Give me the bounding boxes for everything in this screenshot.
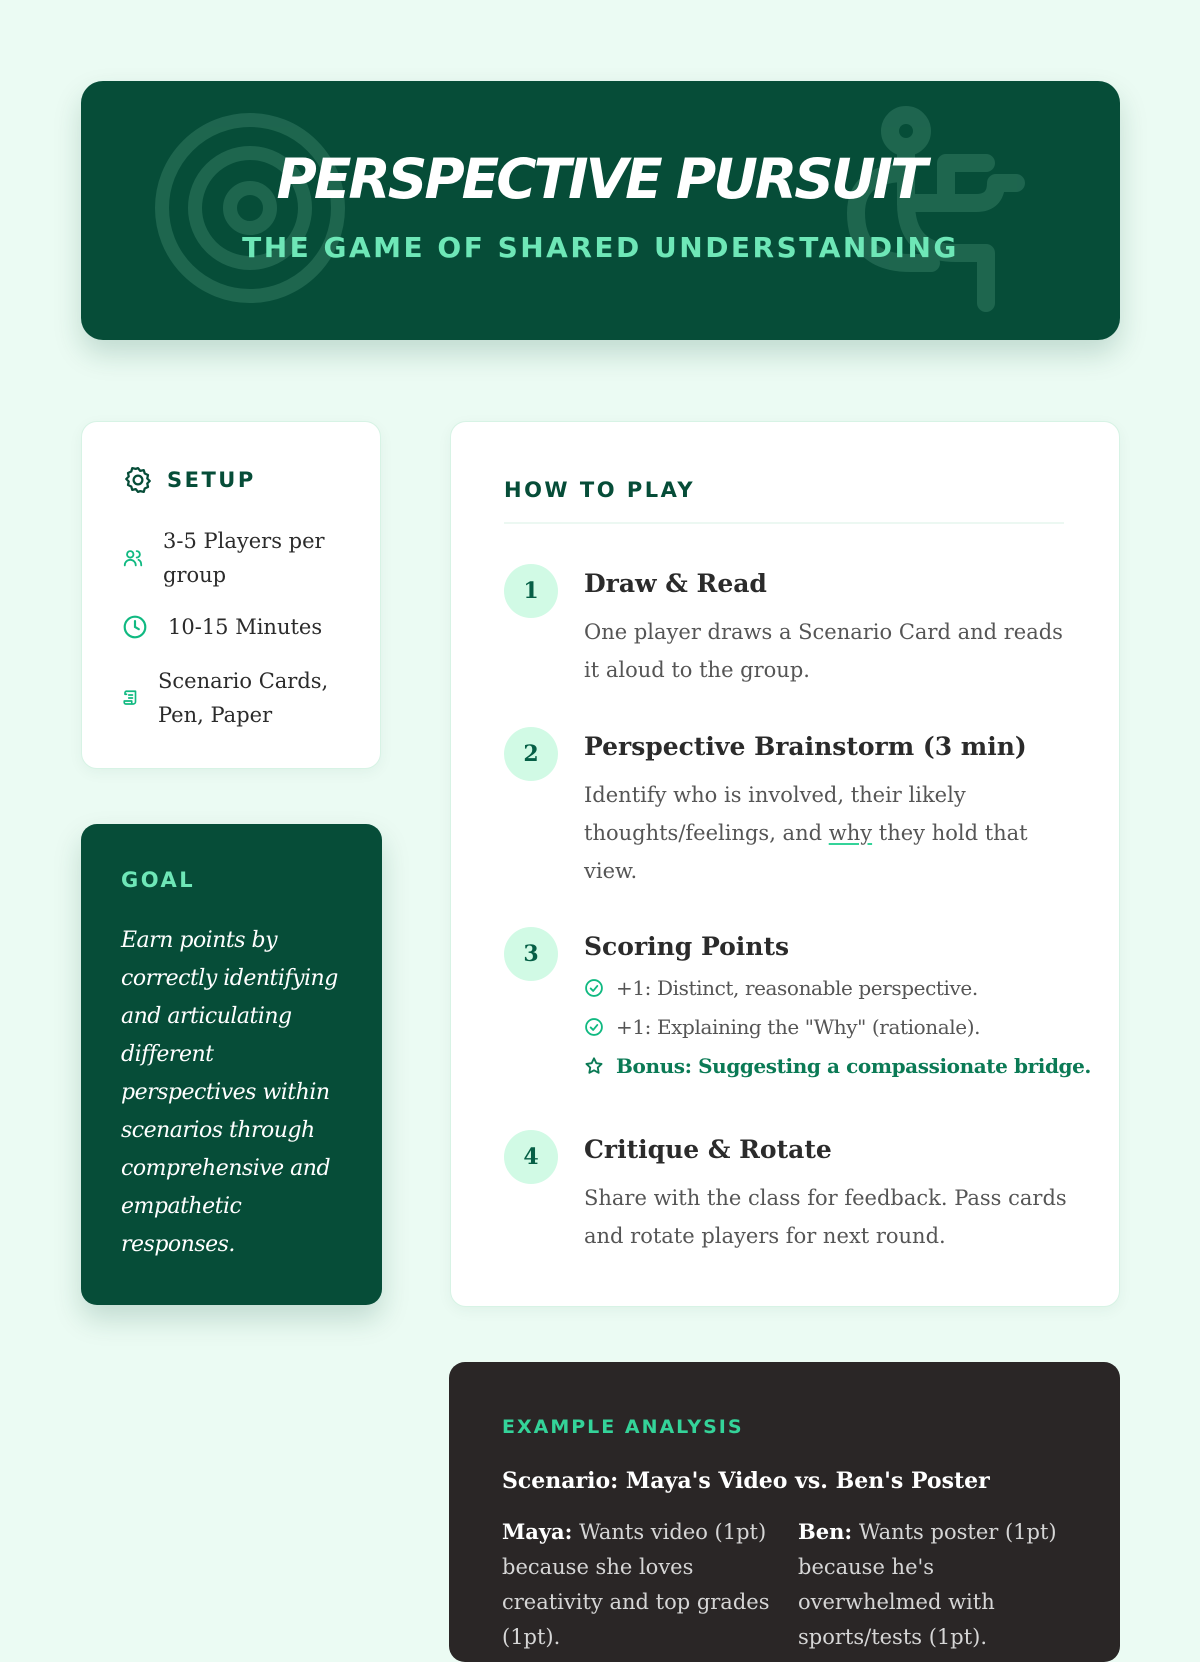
step-3 (504, 927, 1091, 1107)
scroll-icon (122, 689, 140, 707)
divider (504, 522, 1064, 524)
goal-text: Earn points by correctly identifying and articulating different perspectives within scenarios through comprehensive and empathetic responses. (121, 928, 338, 1257)
hero-banner (81, 81, 1120, 340)
bullet-text: +1: Distinct, reasonable perspective. (616, 976, 978, 1000)
step-4 (504, 1130, 1074, 1270)
users-icon (122, 547, 144, 569)
check-circle-icon (584, 978, 604, 998)
step-description: Identify who is involved, their likely thoughts/feelings, and why they hold that view. (584, 783, 1028, 883)
goal-title: GOAL (121, 868, 196, 892)
setup-title: SETUP (167, 468, 256, 492)
bonus-bullet (584, 1054, 1091, 1078)
page-title: PERSPECTIVE PURSUIT (276, 147, 925, 211)
setup-item-label: Scenario Cards, Pen, Paper (158, 669, 329, 727)
bullet-text: +1: Explaining the "Why" (rationale). (616, 1015, 981, 1039)
step-title: Perspective Brainstorm (3 min) (584, 732, 1027, 761)
clock-icon (122, 614, 148, 640)
network-icon (826, 103, 1026, 323)
setup-item-players (122, 524, 333, 592)
setup-item-time (122, 610, 322, 644)
check-circle-icon (584, 1017, 604, 1037)
person-text: Wants video (1pt) because she loves creativity and top grades (1pt). (502, 1520, 770, 1649)
step-title: Critique & Rotate (584, 1135, 832, 1164)
emphasis-why: why (828, 821, 873, 845)
goal-card (81, 824, 382, 1305)
setup-item-label: 10-15 Minutes (168, 615, 323, 639)
step-title: Draw & Read (584, 569, 767, 598)
step-title: Scoring Points (584, 932, 790, 961)
step-description: One player draws a Scenario Card and reads it aloud to the group. (584, 620, 1063, 682)
setup-item-materials (122, 664, 338, 732)
person-name: Ben: (798, 1519, 853, 1544)
step-number: 3 (504, 927, 558, 981)
step-2 (504, 727, 1074, 897)
example-column-ben (798, 1514, 1073, 1655)
step-number: 4 (504, 1130, 558, 1184)
person-text: Wants poster (1pt) because he's overwhelmed with sports/tests (1pt). (798, 1520, 1057, 1649)
step-description: Share with the class for feedback. Pass cards and rotate players for next round. (584, 1186, 1067, 1248)
target-icon (153, 111, 353, 311)
how-to-play-title: HOW TO PLAY (504, 478, 696, 502)
step-number: 2 (504, 727, 558, 781)
star-icon (584, 1056, 604, 1076)
how-to-play-card (450, 421, 1120, 1307)
bullet-text: Bonus: Suggesting a compassionate bridge. (616, 1054, 1091, 1078)
step-number: 1 (504, 564, 558, 618)
setup-item-label: 3-5 Players per group (163, 529, 325, 587)
setup-card (81, 421, 381, 769)
scoring-bullet (584, 976, 978, 1000)
example-scenario: Scenario: Maya's Video vs. Ben's Poster (502, 1468, 990, 1494)
example-card (449, 1362, 1120, 1662)
page-subtitle: THE GAME OF SHARED UNDERSTANDING (242, 231, 959, 264)
example-title: EXAMPLE ANALYSIS (502, 1416, 744, 1438)
person-name: Maya: (502, 1519, 573, 1544)
step-1 (504, 564, 1074, 694)
gear-icon (123, 465, 153, 495)
setup-header (123, 465, 256, 495)
scoring-bullet (584, 1015, 980, 1039)
example-column-maya (502, 1514, 777, 1655)
